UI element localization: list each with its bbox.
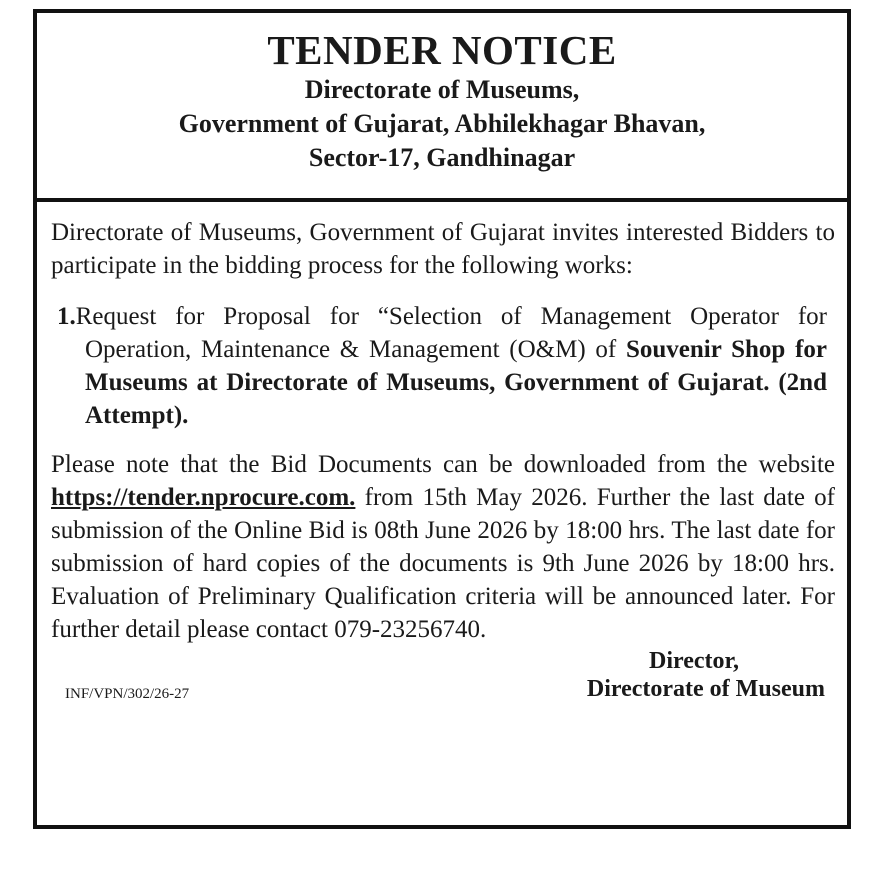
notice-header xyxy=(37,13,847,202)
tender-notice xyxy=(33,9,851,829)
item-text: Request for Proposal for “Selection of Management Operator for Operation, Maintenance & Management (O&M) of xyxy=(75,303,827,363)
tender-website-link[interactable]: https://tender.nprocure.com. xyxy=(51,484,356,511)
header-address-line: Government of Gujarat, Abhilekhagar Bhavan, xyxy=(178,109,706,138)
details-text-start: Please note that the Bid Documents can be downloaded from the website xyxy=(51,451,835,478)
intro-paragraph: Directorate of Museums, Government of Gujarat invites interested Bidders to participate in the bidding process for the following works: xyxy=(51,219,835,279)
notice-footer xyxy=(51,646,835,716)
details-text-end: from 15th May 2026. Further the last date of submission of the Online Bid is 08th June 2026 by 18:00 hrs. The last date for submission of hard copies of the documents is 9th June 2026 by 18:00 hrs. Evaluation of Preliminary Qualification criteria will be announced later. For further detail please contact 079-23256740. xyxy=(51,484,835,643)
notice-title: TENDER NOTICE xyxy=(267,27,617,73)
signatory-title: Director, xyxy=(649,648,739,674)
work-item-1 xyxy=(51,300,835,432)
item-text-bold: Souvenir Shop for Museums at Directorate of Museums, Government of Gujarat. (2nd Attempt). xyxy=(85,336,827,429)
details-paragraph xyxy=(51,448,835,646)
item-number: 1. xyxy=(57,303,76,330)
header-org-line: Directorate of Museums, xyxy=(304,75,580,104)
signatory-org: Directorate of Museum xyxy=(586,676,825,702)
header-sector-line: Sector-17, Gandhinagar xyxy=(308,143,576,172)
notice-body xyxy=(37,202,847,716)
reference-number: INF/VPN/302/26-27 xyxy=(65,686,190,702)
